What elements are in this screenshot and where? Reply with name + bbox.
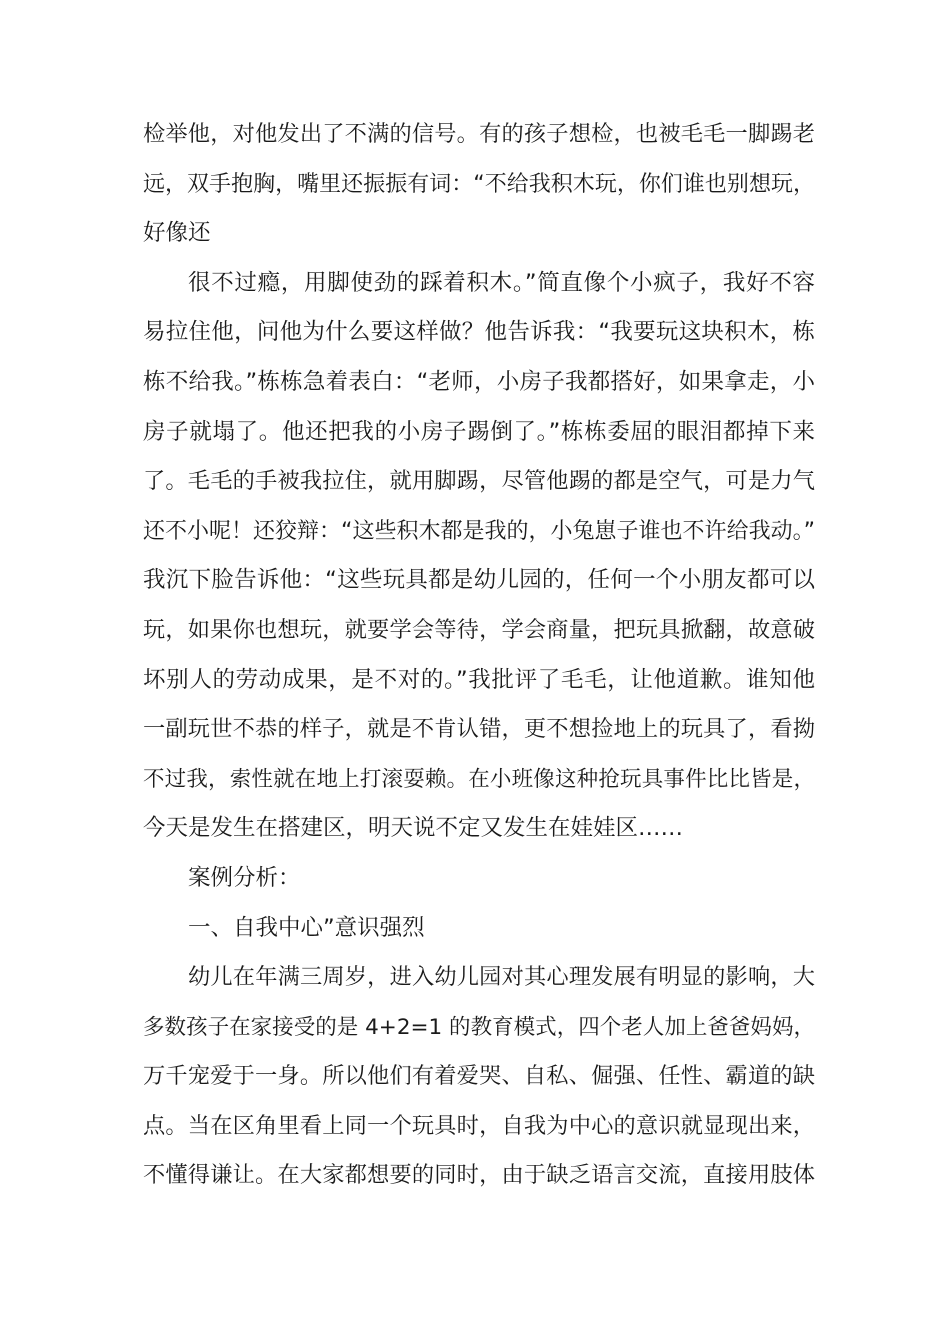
section-heading: 案例分析： — [188, 864, 301, 891]
text-line: 远，双手抱胸，嘴里还振振有词：“不给我积木玩，你们谁也别想玩， — [143, 171, 815, 197]
text-line: 玩，如果你也想玩，就要学会等待，学会商量，把玩具掀翻，故意破 — [143, 616, 815, 643]
text-line: 栋不给我。”栋栋急着表白：“老师，小房子我都搭好，如果拿走，小 — [143, 368, 815, 395]
text-line: 好像还 — [143, 220, 211, 247]
paragraph-first-line: 很不过瘾，用脚使劲的踩着积木。”简直像个小疯子，我好不容 — [188, 269, 815, 296]
text-line: 多数孩子在家接受的是 4+2=1 的教育模式，四个老人加上爸爸妈妈， — [143, 1014, 815, 1040]
text-line: 检举他，对他发出了不满的信号。有的孩子想检，也被毛毛一脚踢老 — [143, 121, 815, 147]
text-line: 易拉住他，问他为什么要这样做？他告诉我：“我要玩这块积木，栋 — [143, 319, 815, 346]
text-line: 我沉下脸告诉他：“这些玩具都是幼儿园的，任何一个小朋友都可以 — [143, 567, 815, 594]
text-line: 坏别人的劳动成果，是不对的。”我批评了毛毛，让他道歉。谁知他 — [143, 666, 815, 693]
text-line: 不懂得谦让。在大家都想要的同时，由于缺乏语言交流，直接用肢体 — [143, 1162, 815, 1189]
paragraph-first-line: 幼儿在年满三周岁，进入幼儿园对其心理发展有明显的影响，大 — [188, 964, 815, 991]
text-line: 今天是发生在搭建区，明天说不定又发生在娃娃区…… — [143, 815, 684, 842]
body-text — [143, 110, 815, 1201]
text-line: 点。当在区角里看上同一个玩具时，自我为中心的意识就显现出来， — [143, 1112, 815, 1139]
subsection-heading: 一、自我中心”意识强烈 — [188, 914, 425, 941]
text-line: 还不小呢！还狡辩：“这些积木都是我的，小兔崽子谁也不许给我动。” — [143, 518, 815, 544]
text-line: 不过我，索性就在地上打滚耍赖。在小班像这种抢玩具事件比比皆是， — [143, 766, 815, 792]
text-line: 房子就塌了。他还把我的小房子踢倒了。”栋栋委屈的眼泪都掉下来 — [143, 418, 815, 445]
text-line: 一副玩世不恭的样子，就是不肯认错，更不想捡地上的玩具了，看拗 — [143, 716, 815, 743]
text-line: 了。毛毛的手被我拉住，就用脚踢，尽管他踢的都是空气，可是力气 — [143, 468, 815, 495]
text-line: 万千宠爱于一身。所以他们有着爱哭、自私、倔强、任性、霸道的缺 — [143, 1063, 815, 1090]
